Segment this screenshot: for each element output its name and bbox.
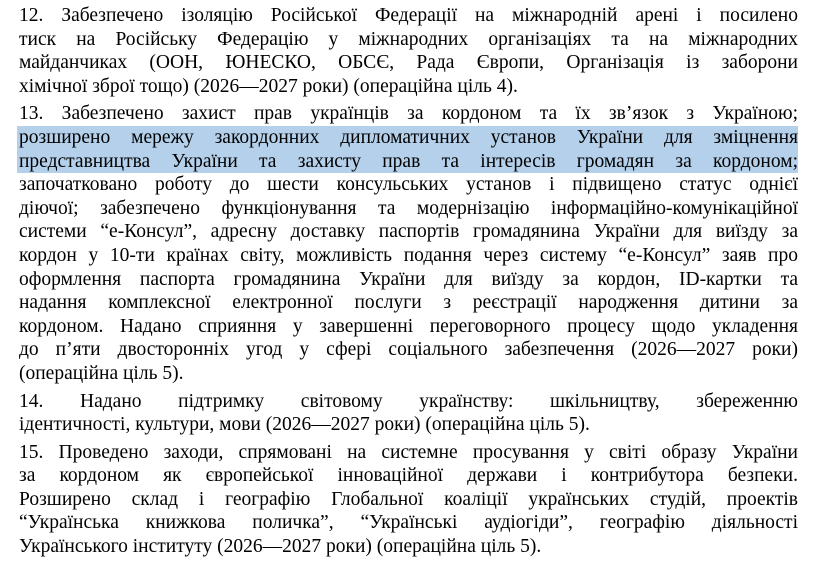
text-line[interactable]: системи “е-Консул”, адресну доставку паспортів громадянина України для виїзду за (19, 221, 798, 243)
text-line[interactable]: майданчиках (ООН, ЮНЕСКО, ОБСЄ, Рада Європи, Організація із заборони (19, 52, 798, 74)
paragraph-p15 (19, 441, 798, 559)
text-line[interactable]: 14. Надано підтримку світовому українству: шкільництву, збереженню (19, 390, 798, 412)
text-line[interactable]: до п’яти двосторонніх угод у сфері соціального забезпечення (2026—2027 роки) (19, 339, 798, 361)
text-line[interactable]: хімічної зброї тощо) (2026—2027 роки) (операційна ціль 4). (19, 75, 518, 97)
text-line[interactable]: Розширено склад і географію Глобальної коаліції українських студій, проектів (19, 488, 798, 510)
text-line[interactable]: (операційна ціль 5). (19, 362, 184, 384)
text-line[interactable]: Українського інституту (2026—2027 роки) (операційна ціль 5). (19, 536, 542, 558)
text-line[interactable]: 13. Забезпечено захист прав українців за кордоном та їх зв’язок з Україною; (19, 103, 798, 125)
highlighted-text-line[interactable]: представництва України та захисту прав та інтересів громадян за кордоном; (19, 150, 798, 172)
paragraph-p13 (19, 102, 798, 385)
text-line[interactable]: за кордоном як європейської інноваційної держави і контрибутора безпеки. (19, 465, 798, 487)
highlighted-text-line[interactable]: розширено мережу закордонних дипломатичних установ України для зміцнення (19, 126, 798, 148)
text-line[interactable]: започатковано роботу до шести консульських установ і підвищено статус однієї (19, 174, 798, 196)
text-line[interactable]: ідентичності, культури, мови (2026—2027 роки) (операційна ціль 5). (19, 414, 590, 436)
text-line[interactable]: кордоном. Надано сприяння у завершенні переговорного процесу щодо укладення (19, 315, 798, 337)
text-line[interactable]: оформлення паспорта громадянина України для виїзду за кордон, ID-картки та (19, 268, 798, 290)
paragraph-p12 (19, 4, 798, 98)
text-line[interactable]: кордон у 10-ти країнах світу, можливість подання через систему “е-Консул” заяв про (19, 244, 798, 266)
text-line[interactable]: тиск на Російську Федерацію у міжнародних організаціях та на міжнародних (19, 28, 798, 50)
text-line[interactable]: діючої; забезпечено функціонування та модернізацію інформаційно-комунікаційної (19, 197, 798, 219)
text-line[interactable]: 15. Проведено заходи, спрямовані на системне просування у світі образу України (19, 441, 798, 463)
document-body (19, 4, 798, 563)
text-line[interactable]: 12. Забезпечено ізоляцію Російської Федерації на міжнародній арені і посилено (19, 5, 798, 26)
text-line[interactable]: “Українська книжкова поличка”, “Українські аудіогіди”, географію діяльності (19, 512, 798, 534)
text-line[interactable]: надання комплексної електронної послуги з реєстрації народження дитини за (19, 292, 798, 314)
paragraph-p14 (19, 390, 798, 437)
